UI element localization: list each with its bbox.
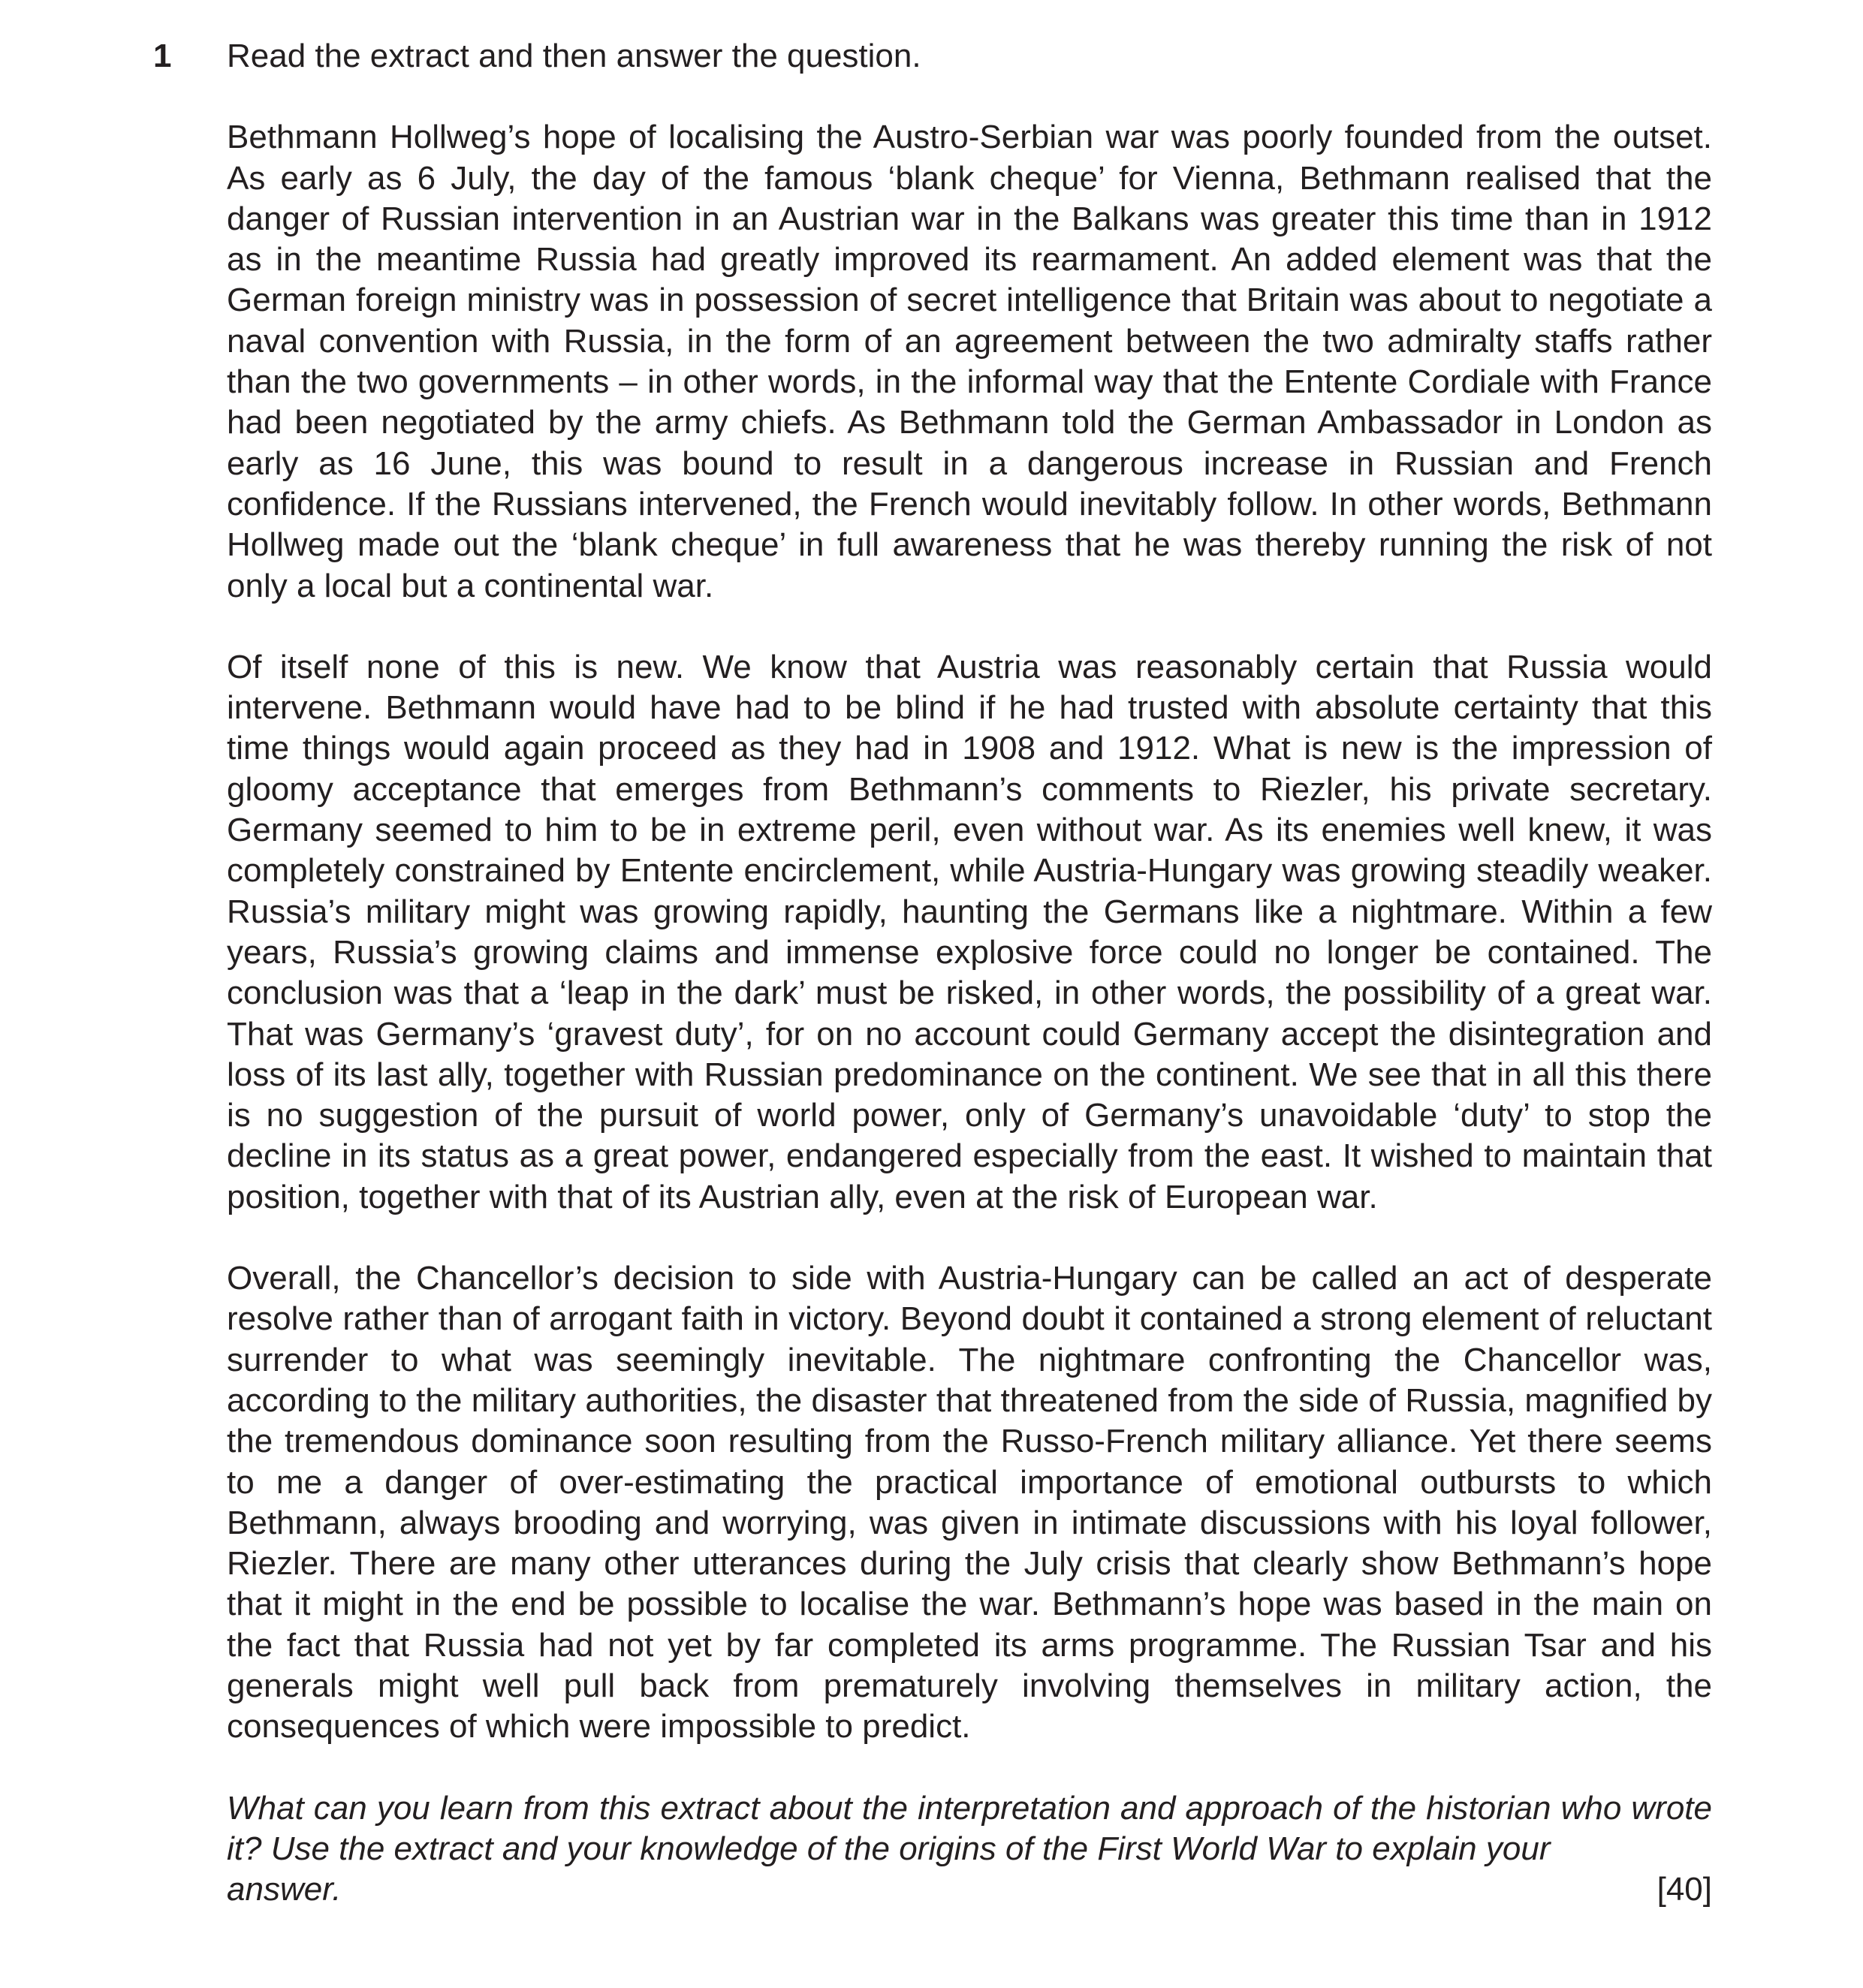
extract-paragraph: Of itself none of this is new. We know that Austria was reasonably certain that Russia would intervene. Bethmann would have had to be blind if he had trusted with absolute certainty that this time things would again proceed as they had in 1908 and 1912. What is new is the impression of gloomy acceptance that emerges from Bethmann’s comments to Riezler, his private secretary. Germany seemed to him to be in extreme peril, even without war. As its enemies well knew, it was completely constrained by Entente encirclement, while Austria-Hungary was growing steadily weaker. Russia’s military might was growing rapidly, haunting the Germans like a nightmare. Within a few years, Russia’s growing claims and immense explosive force could no longer be contained. The conclusion was that a ‘leap in the dark’ must be risked, in other words, the possibility of a great war. That was Germany’s ‘gravest duty’, for on no account could Germany accept the disintegration and loss of its last ally, together with Russian predominance on the continent. We see that in all this there is no suggestion of the pursuit of world power, only of Germany’s unavoidable ‘duty’ to stop the decline in its status as a great power, endangered especially from the east. It wished to maintain that position, together with that of its Austrian ally, even at the risk of European war. [227, 648, 1712, 1215]
extract-paragraph: Overall, the Chancellor’s decision to side with Austria-Hungary can be called an act of desperate resolve rather than of arrogant faith in victory. Beyond doubt it contained a strong element of reluctant surrender to what was seemingly inevitable. The nightmare confronting the Chancellor was, according to the military authorities, the disaster that threatened from the side of Russia, magnified by the tremendous dominance soon resulting from the Russo-French military alliance. Yet there seems to me a danger of over-estimating the practical importance of emotional outbursts to which Bethmann, always brooding and worrying, was given in intimate discussions with his loyal follower, Riezler. There are many other utterances during the July crisis that clearly show Bethmann’s hope that it might in the end be possible to localise the war. Bethmann’s hope was based in the main on the fact that Russia had not yet by far completed its arms programme. The Russian Tsar and his generals might well pull back from prematurely involving themselves in military action, the consequences of which were impossible to predict. [227, 1260, 1712, 1746]
question-number: 1 [153, 38, 172, 74]
question-prompt [227, 1788, 1712, 1911]
question-final-line [227, 1869, 1712, 1910]
instruction-text: Read the extract and then answer the question. [227, 38, 921, 74]
question-content [227, 36, 1712, 1910]
extract [227, 117, 1712, 1747]
question-text-end: answer. [227, 1871, 342, 1908]
extract-paragraph: Bethmann Hollweg’s hope of localising the Austro-Serbian war was poorly founded from the outset. As early as 6 July, the day of the famous ‘blank cheque’ for Vienna, Bethmann realised that the danger of Russian intervention in an Austrian war in the Balkans was greater this time than in 1912 as in the meantime Russia had greatly improved its rearmament. An added element was that the German foreign ministry was in possession of secret intelligence that Britain was about to negotiate a naval convention with Russia, in the form of an agreement between the two admiralty staffs rather than the two governments – in other words, in the informal way that the Entente Cordiale with France had been negotiated by the army chiefs. As Bethmann told the German Ambassador in London as early as 16 June, this was bound to result in a dangerous increase in Russian and French confidence. If the Russians intervened, the French would inevitably follow. In other words, Bethmann Hollweg made out the ‘blank cheque’ in full awareness that he was thereby running the risk of not only a local but a continental war. [227, 119, 1712, 604]
marks-label: [40] [1657, 1871, 1712, 1908]
question-text: What can you learn from this extract about the interpretation and approach of the historian who wrote it? Use the extract and your knowledge of the origins of the First World War to explain your [227, 1789, 1712, 1867]
